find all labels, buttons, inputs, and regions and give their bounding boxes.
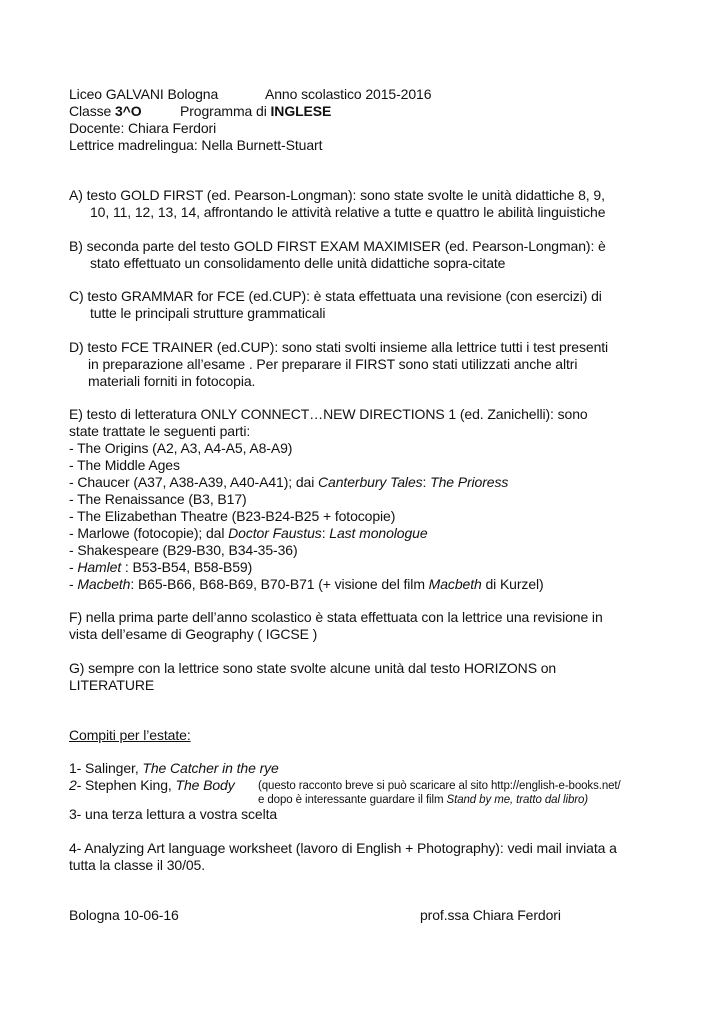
school-name: Liceo GALVANI Bologna — [69, 86, 219, 102]
section-d-line-1: D) testo FCE TRAINER (ed.CUP): sono stati svolti insieme alla lettrice tutti i test presenti — [69, 339, 609, 355]
program-label: Programma di — [180, 103, 271, 119]
chaucer-tale: The Prioress — [430, 474, 509, 490]
macbeth-director: di Kurzel) — [481, 576, 544, 592]
section-c-line-1: C) testo GRAMMAR for FCE (ed.CUP): è stata effettuata una revisione (con esercizi) di — [69, 288, 602, 304]
macbeth-title: Macbeth — [77, 576, 131, 592]
footer-signature: prof.ssa Chiara Ferdori — [420, 907, 561, 923]
homework-item-3: 3- una terza lettura a vostra scelta — [69, 806, 278, 822]
homework-2-author: - Stephen King, — [76, 777, 176, 793]
lecturer-line: Lettrice madrelingua: Nella Burnett-Stuart — [69, 137, 323, 153]
homework-2-note-film: Stand by me, tratto dal libro) — [446, 794, 588, 806]
lit-item-macbeth — [69, 576, 544, 593]
hamlet-title: Hamlet — [77, 559, 122, 575]
hamlet-pages: : B53-B54, B58-B59) — [121, 559, 253, 575]
lit-item-origins: - The Origins (A2, A3, A4-A5, A8-A9) — [69, 440, 293, 456]
section-b-line-1: B) seconda parte del testo GOLD FIRST EXAM MAXIMISER (ed. Pearson-Longman): è — [69, 238, 606, 254]
homework-item-4-line-1: 4- Analyzing Art language worksheet (lavoro di English + Photography): vedi mail inviata a — [69, 840, 617, 856]
section-e-line-1: E) testo di letteratura ONLY CONNECT…NEW DIRECTIONS 1 (ed. Zanichelli): sono — [69, 406, 588, 422]
macbeth-film: Macbeth — [428, 576, 482, 592]
chaucer-work: Canterbury Tales — [318, 474, 423, 490]
homework-2-note-line-1: (questo racconto breve si può scaricare al sito http://english-e-books.net/ — [258, 780, 621, 792]
section-e-line-2: state trattate le seguenti parti: — [69, 423, 251, 439]
section-b-line-2: stato effettuato un consolidamento delle unità didattiche sopra-citate — [90, 255, 506, 271]
footer-place-date: Bologna 10-06-16 — [69, 907, 179, 923]
section-a-line-2: 10, 11, 12, 13, 14, affrontando le attività relative a tutte e quattro le abilità linguistiche — [90, 204, 606, 220]
homework-2-note-text: e dopo è interessante guardare il film — [258, 794, 447, 806]
section-f-line-1: F) nella prima parte dell’anno scolastico è stata effettuata con la lettrice una revisione in — [69, 609, 603, 625]
hamlet-dash: - — [69, 559, 78, 575]
chaucer-text: - Chaucer (A37, A38-A39, A40-A41); dai — [69, 474, 319, 490]
teacher-line: Docente: Chiara Ferdori — [69, 120, 217, 136]
lit-item-shakespeare: - Shakespeare (B29-B30, B34-35-36) — [69, 542, 298, 558]
class-line — [69, 103, 142, 120]
section-d-line-3: materiali forniti in fotocopia. — [88, 373, 256, 389]
homework-item-2 — [69, 777, 235, 794]
marlowe-work: Doctor Faustus — [228, 525, 322, 541]
section-a-line-1: A) testo GOLD FIRST (ed. Pearson-Longman): sono state svolte le unità didattiche 8, 9, — [69, 187, 605, 203]
lit-item-renaissance: - The Renaissance (B3, B17) — [69, 491, 247, 507]
section-c-line-2: tutte le principali strutture grammaticali — [90, 305, 326, 321]
class-value: 3^O — [114, 103, 142, 119]
lit-item-elizabethan: - The Elizabethan Theatre (B23-B24-B25 + fotocopie) — [69, 508, 396, 524]
lit-item-marlowe — [69, 525, 428, 542]
program-subject: INGLESE — [270, 103, 332, 119]
lit-item-chaucer — [69, 474, 508, 491]
homework-2-number: 2 — [69, 777, 77, 793]
lit-item-hamlet — [69, 559, 252, 576]
homework-title: Compiti per l’estate: — [69, 727, 191, 743]
section-d-line-2: in preparazione all’esame . Per preparare il FIRST sono stati utilizzati anche altri — [88, 356, 578, 372]
marlowe-text: - Marlowe (fotocopie); dal — [69, 525, 229, 541]
homework-1-author: 1- Salinger, — [69, 760, 143, 776]
macbeth-pages: : B65-B66, B68-B69, B70-B71 (+ visione del film — [130, 576, 429, 592]
homework-1-title: The Catcher in the rye — [142, 760, 279, 776]
section-f-line-2: vista dell’esame di Geography ( IGCSE ) — [69, 626, 318, 642]
section-g-line-2: LITERATURE — [69, 677, 155, 693]
school-year: Anno scolastico 2015-2016 — [265, 86, 432, 102]
marlowe-extract: Last monologue — [329, 525, 428, 541]
chaucer-sep: : — [422, 474, 431, 490]
homework-2-title: The Body — [175, 777, 235, 793]
homework-2-note-line-2 — [258, 793, 588, 807]
section-g-line-1: G) sempre con la lettrice sono state svolte alcune unità dal testo HORIZONS on — [69, 660, 557, 676]
lit-item-middle-ages: - The Middle Ages — [69, 457, 180, 473]
homework-item-4-line-2: tutta la classe il 30/05. — [69, 857, 206, 873]
class-label: Classe — [69, 103, 115, 119]
marlowe-sep: : — [321, 525, 330, 541]
homework-item-1 — [69, 760, 279, 777]
macbeth-dash: - — [69, 576, 78, 592]
program-line — [180, 103, 331, 120]
